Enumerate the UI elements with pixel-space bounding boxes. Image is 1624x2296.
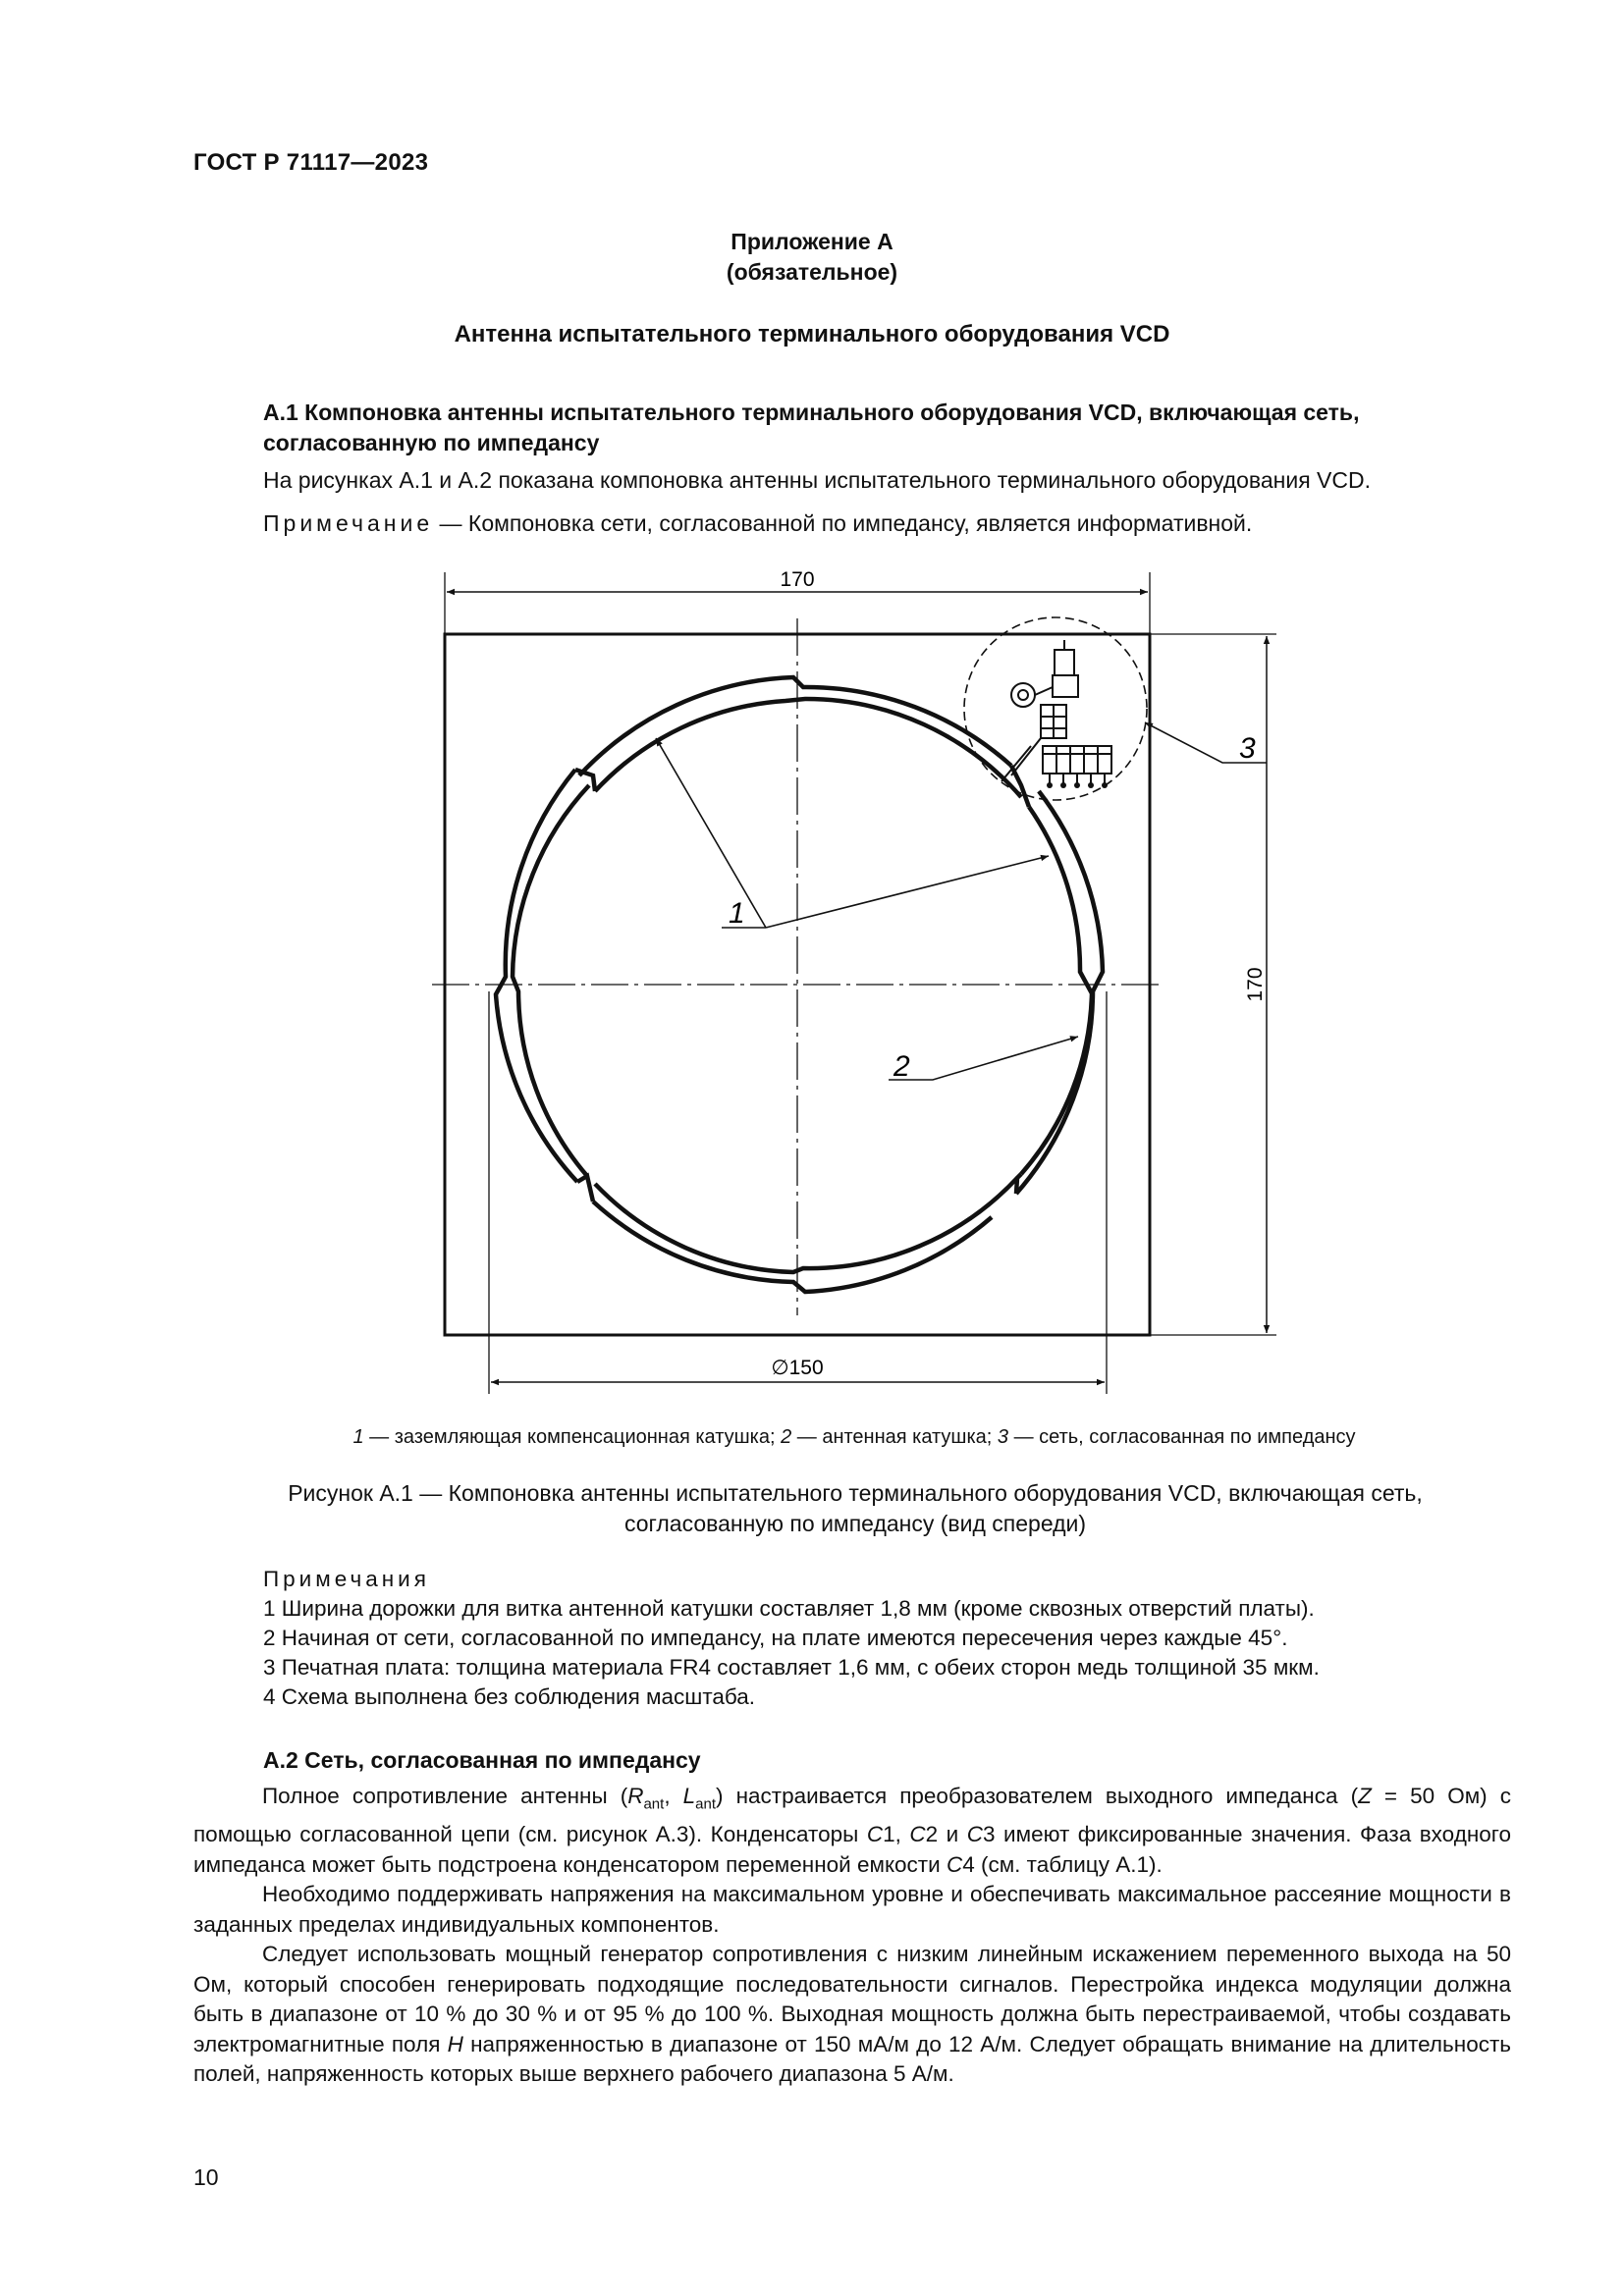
dimension-diameter-label: ∅150	[771, 1357, 824, 1379]
paragraph-impedance: Полное сопротивление антенны ($R_{ant}$, $L_{ant}$) настраивается преобразователем выходного импеданса (Z = 50 Ом) с помощью согласованной цепи (см. рисунок А.3). Конденсаторы C1, C2 и C3 имеют фиксированные значения. Фаза входного импеданса может быть подстроена конденсатором переменной емкости C4 (см. таблицу А.1).	[193, 1784, 1511, 1877]
callout-2: 2	[893, 1050, 910, 1083]
paragraph-voltage: Необходимо поддерживать напряжения на максимальном уровне и обеспечивать максимальное рассеяние мощности в заданных пределах индивидуальных компонентов.	[193, 1882, 1511, 1937]
dimension-right-label: 170	[1244, 967, 1267, 1002]
annex-name: Антенна испытательного терминального оборудования VCD	[454, 321, 1170, 347]
notes-block: Примечания 1 Ширина дорожки для витка антенной катушки составляет 1,8 мм (кроме сквозных отверстий платы). 2 Начиная от сети, согласованной по импедансу, на плате имеются пересечения через каждые 45°. 3 Печатная плата: толщина материала FR4 составляет 1,6 мм, с обеих сторон медь толщиной 35 мкм. 4 Схема выполнена без соблюдения масштаба.	[263, 1565, 1320, 1712]
figure-caption: Рисунок А.1 — Компоновка антенны испытательного терминального оборудования VCD, включающая сеть, согласованную по импедансу (вид спереди)	[288, 1480, 1423, 1536]
note-item: 4 Схема выполнена без соблюдения масштаба.	[263, 1684, 756, 1709]
note-item: 2 Начиная от сети, согласованной по импедансу, на плате имеются пересечения через каждые 45°.	[263, 1626, 1288, 1650]
standard-designation: ГОСТ Р 71117—2023	[193, 149, 429, 176]
section-a2-heading: А.2 Сеть, согласованная по импедансу	[263, 1747, 701, 1773]
page-number: 10	[193, 2164, 219, 2190]
matching-network-schematic	[1001, 640, 1111, 783]
callout-1: 1	[729, 897, 745, 930]
section-a2-body	[193, 1782, 1511, 2090]
note-item: 3 Печатная плата: толщина материала FR4 составляет 1,6 мм, с обеих сторон медь толщиной 35 мкм.	[263, 1655, 1320, 1680]
figure-key: 1 — заземляющая компенсационная катушка; 2 — антенная катушка; 3 — сеть, согласованная по импедансу	[352, 1426, 1356, 1448]
annex-status: (обязательное)	[726, 259, 898, 285]
section-a1-paragraph: На рисунках А.1 и А.2 показана компоновка антенны испытательного терминального оборудования VCD.	[263, 467, 1371, 493]
note-item: 1 Ширина дорожки для витка антенной катушки составляет 1,8 мм (кроме сквозных отверстий платы).	[263, 1596, 1315, 1621]
section-a1-heading: А.1 Компоновка антенны испытательного терминального оборудования VCD, включающая сеть, согласованную по импедансу	[263, 400, 1360, 455]
paragraph-generator: Следует использовать мощный генератор сопротивления с низким линейным искажением переменного выхода на 50 Ом, который способен генерировать подходящие последовательности сигналов. Перестройка индекса модуляции должна быть в диапазоне от 10 % до 30 % и от 95 % до 100 %. Выходная мощность должна быть перестраиваемой, чтобы создавать электромагнитные поля H напряженностью в диапазоне от 150 мА/м до 12 А/м. Следует обращать внимание на длительность полей, напряженность которых выше верхнего рабочего диапазона 5 А/м.	[193, 1942, 1511, 2086]
callout-3: 3	[1239, 732, 1256, 765]
dimension-top-label: 170	[780, 568, 815, 591]
section-a1-note: Примечание — Компоновка сети, согласованной по импедансу, является информативной.	[263, 510, 1253, 536]
annex-title: Приложение А	[731, 229, 893, 254]
